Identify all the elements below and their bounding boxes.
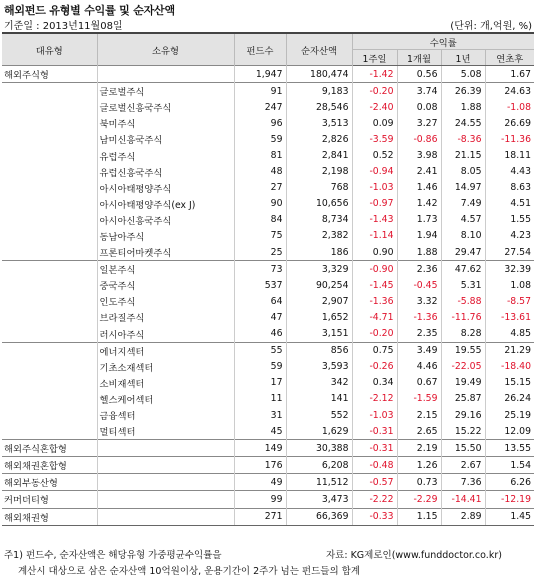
row-return-ytd: -18.40 <box>501 361 532 373</box>
row-fund-count: 46 <box>234 326 286 343</box>
row-fund-count: 537 <box>234 277 286 293</box>
row-return-1w: -1.14 <box>352 228 397 244</box>
row-category <box>2 164 97 180</box>
row-net-assets: 2,826 <box>286 131 352 147</box>
row-return-1y: 21.15 <box>441 147 485 163</box>
row-return-1m: -0.45 <box>397 277 441 293</box>
row-fund-count: 96 <box>234 115 286 131</box>
row-net-assets: 3,473 <box>286 491 352 508</box>
row-category <box>2 212 97 228</box>
table-row <box>2 423 534 440</box>
row-return-ytd: -1.08 <box>506 101 532 113</box>
table-row <box>2 147 534 163</box>
row-return-1w: -2.22 <box>352 491 397 508</box>
row-return-ytd: 26.69 <box>504 117 532 129</box>
row-net-assets: 6,208 <box>286 457 352 474</box>
header-1m: 1개월 <box>397 50 441 66</box>
row-return-ytd: 26.24 <box>504 393 532 405</box>
row-return-1w: -0.33 <box>352 508 397 525</box>
row-net-assets: 856 <box>286 342 352 359</box>
footnote-1: 주1) 펀드수, 순자산액은 해당유형 가중평균수익률을 <box>4 550 222 561</box>
row-subtype: 북미주식 <box>97 115 234 131</box>
row-subtype <box>97 440 234 457</box>
row-return-1w: -0.20 <box>352 326 397 343</box>
row-return-1m: 3.27 <box>397 115 441 131</box>
row-net-assets: 768 <box>286 180 352 196</box>
row-return-1m: -1.59 <box>397 391 441 407</box>
row-return-1w: -1.36 <box>352 293 397 309</box>
row-return-1m: 1.94 <box>397 228 441 244</box>
footnote-2: 계산시 대상으로 삼은 순자산액 10억원이상, 운용기간이 2주가 넘는 펀드들의 합계 <box>18 566 360 577</box>
fund-returns-table <box>2 32 534 526</box>
row-return-ytd: 4.23 <box>510 230 532 242</box>
header-1w: 1주일 <box>352 50 397 66</box>
table-row <box>2 491 534 508</box>
row-category <box>2 261 97 278</box>
row-fund-count: 55 <box>234 342 286 359</box>
header-net-assets: 순자산액 <box>286 33 352 66</box>
table-row <box>2 391 534 407</box>
row-fund-count: 176 <box>234 457 286 474</box>
row-category <box>2 228 97 244</box>
row-return-1y: 26.39 <box>441 83 485 100</box>
row-return-1w: -2.12 <box>352 391 397 407</box>
row-subtype: 동남아주식 <box>97 228 234 244</box>
row-fund-count: 64 <box>234 293 286 309</box>
row-return-1w: 0.52 <box>352 147 397 163</box>
row-return-ytd: 18.11 <box>504 150 532 162</box>
row-return-ytd: 25.19 <box>504 409 532 421</box>
row-return-1y: 8.28 <box>441 326 485 343</box>
row-fund-count: 25 <box>234 244 286 261</box>
row-return-1w: -0.31 <box>352 423 397 440</box>
row-category: 해외채권형 <box>2 508 97 525</box>
row-fund-count: 11 <box>234 391 286 407</box>
header-1y: 1년 <box>441 50 485 66</box>
row-net-assets: 28,546 <box>286 99 352 115</box>
table-row <box>2 99 534 115</box>
table-row <box>2 293 534 309</box>
row-net-assets: 2,198 <box>286 164 352 180</box>
row-subtype: 아시아태평양주식 <box>97 180 234 196</box>
row-return-1y: 8.10 <box>441 228 485 244</box>
row-return-1m: -1.36 <box>397 309 441 325</box>
row-subtype: 일본주식 <box>97 261 234 278</box>
row-return-ytd: 4.85 <box>510 328 532 340</box>
row-return-ytd: 8.63 <box>510 182 532 194</box>
row-fund-count: 81 <box>234 147 286 163</box>
row-category <box>2 147 97 163</box>
row-return-1w: -0.57 <box>352 474 397 491</box>
row-return-1w: 0.90 <box>352 244 397 261</box>
row-return-ytd: 13.55 <box>485 440 534 457</box>
row-return-1m: 2.35 <box>397 326 441 343</box>
row-return-1y: -5.88 <box>441 293 485 309</box>
row-net-assets: 3,513 <box>286 115 352 131</box>
header-returns: 수익률 <box>352 33 534 50</box>
row-return-1m: 0.67 <box>397 375 441 391</box>
row-net-assets: 186 <box>286 244 352 261</box>
row-category <box>2 180 97 196</box>
table-body <box>2 66 534 526</box>
row-return-1w: -3.59 <box>352 131 397 147</box>
row-category <box>2 277 97 293</box>
row-net-assets: 342 <box>286 375 352 391</box>
table-row <box>2 212 534 228</box>
row-fund-count: 90 <box>234 196 286 212</box>
row-return-ytd: -8.57 <box>506 295 532 307</box>
row-category <box>2 99 97 115</box>
row-return-1m: 3.49 <box>397 342 441 359</box>
row-return-1y: 7.36 <box>441 474 485 491</box>
row-return-1y: 47.62 <box>441 261 485 278</box>
row-net-assets: 2,907 <box>286 293 352 309</box>
unit-label: (단위: 개,억원, %) <box>450 21 532 32</box>
row-return-1y: -22.05 <box>441 359 485 375</box>
row-category: 커머더티형 <box>2 491 97 508</box>
row-category <box>2 244 97 261</box>
row-category <box>2 342 97 359</box>
row-return-ytd: 24.63 <box>485 83 534 100</box>
page-title: 해외펀드 유형별 수익률 및 순자산액 <box>4 4 175 17</box>
row-return-1y: -11.76 <box>441 309 485 325</box>
table-row <box>2 196 534 212</box>
row-return-ytd: 21.29 <box>485 342 534 359</box>
row-subtype <box>97 457 234 474</box>
table-row <box>2 457 534 474</box>
row-net-assets: 66,369 <box>286 508 352 525</box>
row-category <box>2 359 97 375</box>
row-fund-count: 73 <box>234 261 286 278</box>
row-return-1y: -8.36 <box>441 131 485 147</box>
row-net-assets: 180,474 <box>286 66 352 83</box>
row-return-1y: 2.89 <box>441 508 485 525</box>
table-row <box>2 326 534 343</box>
row-fund-count: 271 <box>234 508 286 525</box>
row-subtype: 기초소재섹터 <box>97 359 234 375</box>
row-category <box>2 375 97 391</box>
row-net-assets: 1,629 <box>286 423 352 440</box>
table-row <box>2 164 534 180</box>
row-category <box>2 83 97 100</box>
row-return-1w: -0.94 <box>352 164 397 180</box>
row-subtype: 멀티섹터 <box>97 423 234 440</box>
row-net-assets: 30,388 <box>286 440 352 457</box>
row-category <box>2 423 97 440</box>
row-net-assets: 9,183 <box>286 83 352 100</box>
row-category <box>2 115 97 131</box>
table-row <box>2 375 534 391</box>
row-return-1m: 1.46 <box>397 180 441 196</box>
row-subtype: 금융섹터 <box>97 407 234 423</box>
row-return-1y: 1.88 <box>441 99 485 115</box>
row-return-1w: -0.31 <box>352 440 397 457</box>
table-row <box>2 180 534 196</box>
row-subtype <box>97 474 234 491</box>
row-return-1m: 2.19 <box>397 440 441 457</box>
table-row <box>2 83 534 100</box>
row-net-assets: 141 <box>286 391 352 407</box>
row-category <box>2 391 97 407</box>
row-return-ytd: 6.26 <box>485 474 534 491</box>
row-fund-count: 59 <box>234 131 286 147</box>
row-return-1y: 19.49 <box>441 375 485 391</box>
row-return-1m: 2.36 <box>397 261 441 278</box>
row-net-assets: 552 <box>286 407 352 423</box>
row-return-ytd: 1.67 <box>485 66 534 83</box>
row-return-ytd: 4.51 <box>510 198 532 210</box>
row-return-1m: 3.98 <box>397 147 441 163</box>
row-subtype: 글로벌주식 <box>97 83 234 100</box>
row-return-1m: 1.26 <box>397 457 441 474</box>
table-row <box>2 261 534 278</box>
row-return-1y: 25.87 <box>441 391 485 407</box>
row-return-1y: 4.57 <box>441 212 485 228</box>
table-row <box>2 309 534 325</box>
row-return-1w: -2.40 <box>352 99 397 115</box>
row-return-1w: -0.48 <box>352 457 397 474</box>
row-return-1m: 0.73 <box>397 474 441 491</box>
row-return-1y: -14.41 <box>441 491 485 508</box>
row-return-1m: 1.73 <box>397 212 441 228</box>
row-category <box>2 407 97 423</box>
source-text: 자료: KG제로인(www.funddoctor.co.kr) <box>326 550 502 561</box>
row-subtype: 중국주식 <box>97 277 234 293</box>
row-fund-count: 27 <box>234 180 286 196</box>
row-return-ytd: 27.54 <box>504 246 532 258</box>
header-ytd: 연초후 <box>485 50 534 66</box>
row-fund-count: 31 <box>234 407 286 423</box>
row-return-ytd: -11.36 <box>501 133 532 145</box>
row-fund-count: 149 <box>234 440 286 457</box>
row-fund-count: 48 <box>234 164 286 180</box>
header-fund-count: 펀드수 <box>234 33 286 66</box>
row-subtype: 소비재섹터 <box>97 375 234 391</box>
row-return-ytd: -12.19 <box>485 491 534 508</box>
row-return-ytd: 15.15 <box>504 377 532 389</box>
row-return-ytd: 1.55 <box>510 214 532 226</box>
row-subtype <box>97 491 234 508</box>
row-return-1m: -0.86 <box>397 131 441 147</box>
row-return-1m: 4.46 <box>397 359 441 375</box>
row-category: 해외주식혼합형 <box>2 440 97 457</box>
row-fund-count: 49 <box>234 474 286 491</box>
row-return-1y: 5.31 <box>441 277 485 293</box>
row-return-ytd: 1.08 <box>510 279 532 291</box>
row-net-assets: 3,593 <box>286 359 352 375</box>
row-fund-count: 45 <box>234 423 286 440</box>
row-return-1y: 24.55 <box>441 115 485 131</box>
row-category: 해외주식형 <box>2 66 97 83</box>
row-net-assets: 2,841 <box>286 147 352 163</box>
row-fund-count: 99 <box>234 491 286 508</box>
base-date: 기준일 : 2013년11월08일 <box>4 21 123 32</box>
row-return-1w: -0.26 <box>352 359 397 375</box>
row-net-assets: 8,734 <box>286 212 352 228</box>
row-category: 해외부동산형 <box>2 474 97 491</box>
table-row <box>2 131 534 147</box>
row-return-1m: 1.15 <box>397 508 441 525</box>
row-fund-count: 17 <box>234 375 286 391</box>
row-fund-count: 84 <box>234 212 286 228</box>
row-return-1m: 0.08 <box>397 99 441 115</box>
row-fund-count: 1,947 <box>234 66 286 83</box>
row-subtype: 프론티어마켓주식 <box>97 244 234 261</box>
table-row <box>2 115 534 131</box>
row-return-ytd: 4.43 <box>510 166 532 178</box>
row-return-1m: 3.32 <box>397 293 441 309</box>
row-subtype: 러시아주식 <box>97 326 234 343</box>
row-return-1m: 0.56 <box>397 66 441 83</box>
row-return-1w: -0.90 <box>352 261 397 278</box>
row-subtype <box>97 66 234 83</box>
row-fund-count: 247 <box>234 99 286 115</box>
row-return-1y: 29.47 <box>441 244 485 261</box>
row-net-assets: 3,151 <box>286 326 352 343</box>
row-return-1y: 2.67 <box>441 457 485 474</box>
footnote-row <box>4 547 502 561</box>
row-return-1m: 3.74 <box>397 83 441 100</box>
table-row <box>2 244 534 261</box>
row-return-1y: 14.97 <box>441 180 485 196</box>
row-subtype: 아시아태평양주식(ex J) <box>97 196 234 212</box>
row-return-1w: -1.42 <box>352 66 397 83</box>
row-net-assets: 10,656 <box>286 196 352 212</box>
row-return-ytd: 1.54 <box>485 457 534 474</box>
row-net-assets: 11,512 <box>286 474 352 491</box>
table-row <box>2 359 534 375</box>
row-fund-count: 75 <box>234 228 286 244</box>
row-subtype: 글로벌신흥국주식 <box>97 99 234 115</box>
table-row <box>2 508 534 525</box>
row-subtype: 인도주식 <box>97 293 234 309</box>
row-return-1w: 0.75 <box>352 342 397 359</box>
row-return-1m: 1.42 <box>397 196 441 212</box>
row-net-assets: 90,254 <box>286 277 352 293</box>
row-return-1w: -1.43 <box>352 212 397 228</box>
table-row <box>2 342 534 359</box>
row-subtype: 에너지섹터 <box>97 342 234 359</box>
row-subtype: 헬스케어섹터 <box>97 391 234 407</box>
row-return-1m: 1.88 <box>397 244 441 261</box>
row-return-1y: 8.05 <box>441 164 485 180</box>
row-return-1m: 2.15 <box>397 407 441 423</box>
row-return-1m: -2.29 <box>397 491 441 508</box>
row-subtype: 유럽신흥국주식 <box>97 164 234 180</box>
table-row <box>2 66 534 83</box>
row-return-ytd: 32.39 <box>485 261 534 278</box>
row-net-assets: 3,329 <box>286 261 352 278</box>
row-return-1y: 29.16 <box>441 407 485 423</box>
row-return-1w: -4.71 <box>352 309 397 325</box>
table-row <box>2 277 534 293</box>
header-subtype: 소유형 <box>97 33 234 66</box>
table-row <box>2 228 534 244</box>
row-return-1y: 7.49 <box>441 196 485 212</box>
row-subtype: 브라질주식 <box>97 309 234 325</box>
row-fund-count: 59 <box>234 359 286 375</box>
row-return-1w: 0.09 <box>352 115 397 131</box>
row-return-1w: -0.20 <box>352 83 397 100</box>
row-return-ytd: -13.61 <box>501 311 532 323</box>
row-return-1w: -1.45 <box>352 277 397 293</box>
row-net-assets: 2,382 <box>286 228 352 244</box>
row-category <box>2 326 97 343</box>
row-return-ytd: 1.45 <box>485 508 534 525</box>
row-return-ytd: 12.09 <box>504 425 532 437</box>
row-category: 해외채권혼합형 <box>2 457 97 474</box>
header-category: 대유형 <box>2 33 97 66</box>
row-category <box>2 131 97 147</box>
row-category <box>2 309 97 325</box>
row-return-1w: -1.03 <box>352 407 397 423</box>
row-return-1m: 2.41 <box>397 164 441 180</box>
table-row <box>2 474 534 491</box>
table-row <box>2 440 534 457</box>
row-fund-count: 47 <box>234 309 286 325</box>
row-subtype: 아시아신흥국주식 <box>97 212 234 228</box>
row-return-1y: 5.08 <box>441 66 485 83</box>
row-category <box>2 293 97 309</box>
subtitle-row <box>4 17 532 31</box>
row-return-1y: 15.50 <box>441 440 485 457</box>
row-return-1y: 19.55 <box>441 342 485 359</box>
row-subtype: 남미신흥국주식 <box>97 131 234 147</box>
row-return-1w: -0.97 <box>352 196 397 212</box>
row-subtype <box>97 508 234 525</box>
row-fund-count: 91 <box>234 83 286 100</box>
row-return-1w: 0.34 <box>352 375 397 391</box>
row-return-1m: 2.65 <box>397 423 441 440</box>
table-row <box>2 407 534 423</box>
row-net-assets: 1,652 <box>286 309 352 325</box>
row-return-1y: 15.22 <box>441 423 485 440</box>
row-subtype: 유럽주식 <box>97 147 234 163</box>
row-category <box>2 196 97 212</box>
row-return-1w: -1.03 <box>352 180 397 196</box>
